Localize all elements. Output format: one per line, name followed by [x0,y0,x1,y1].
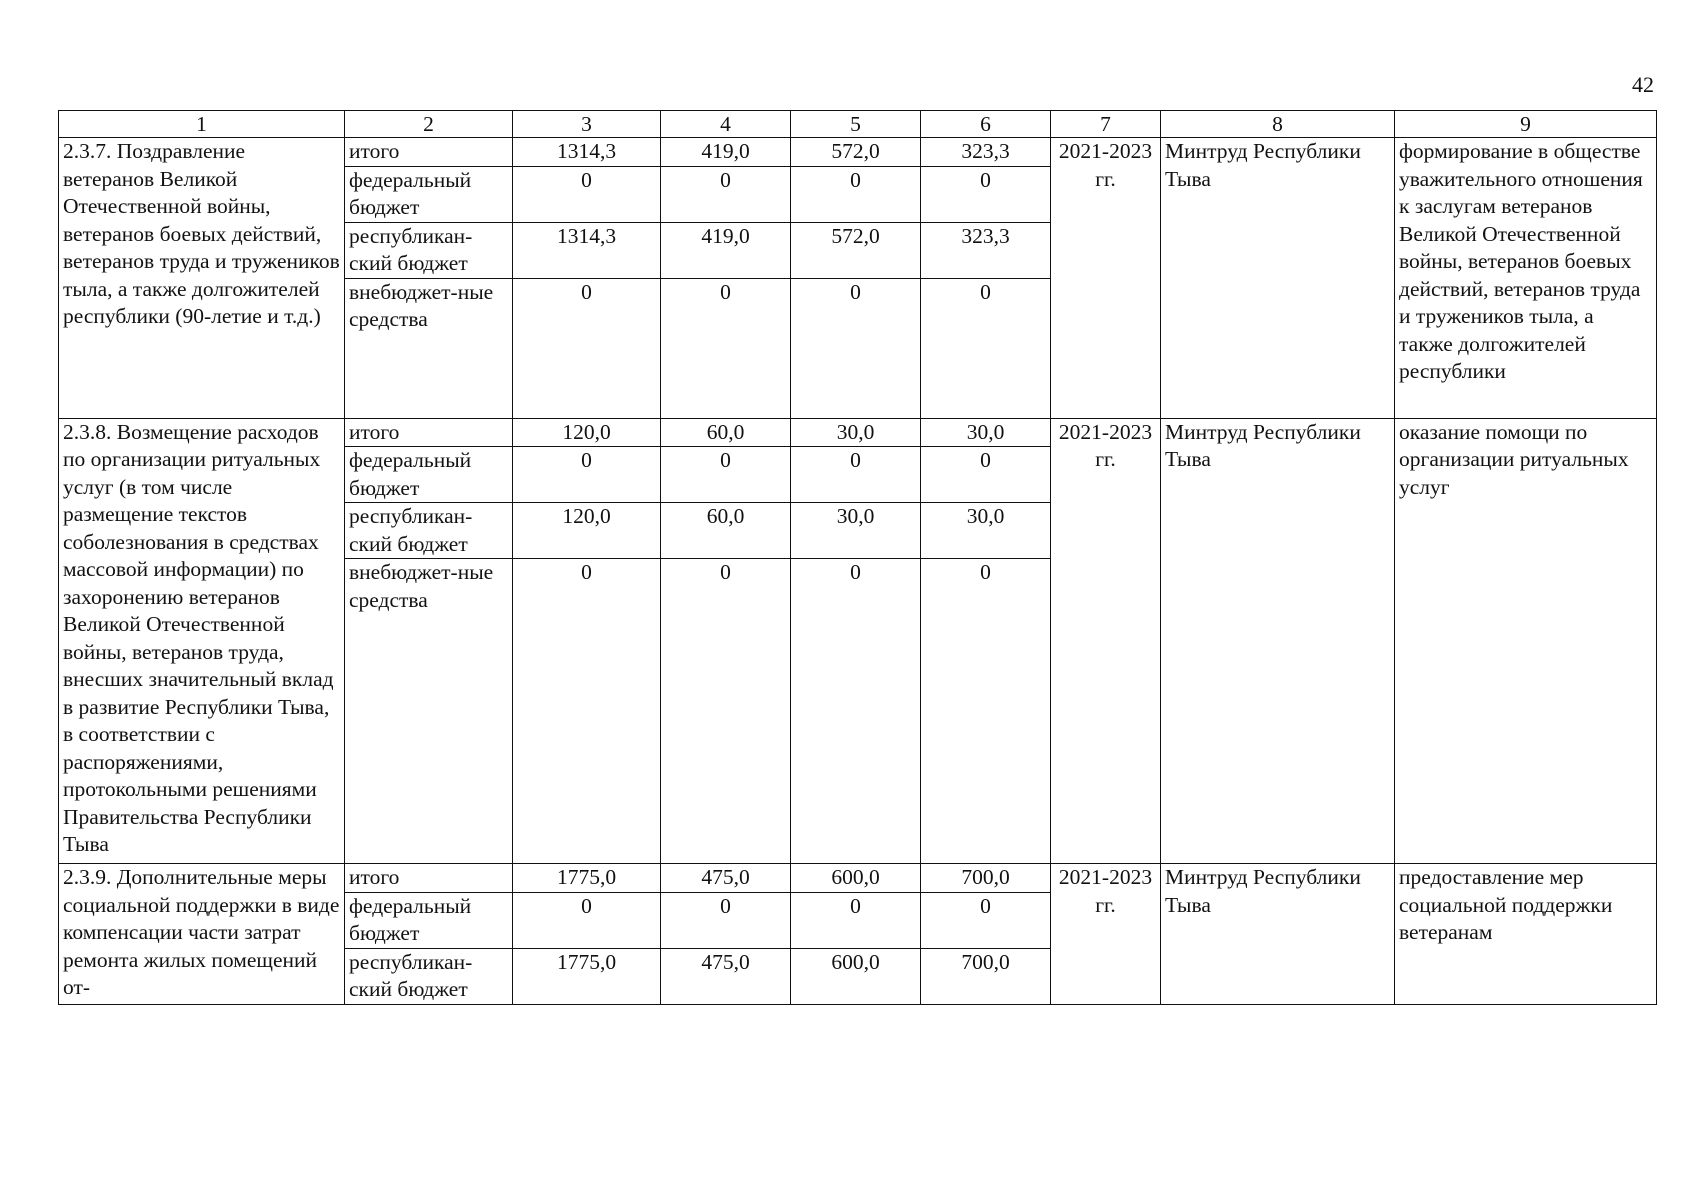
table-row [59,138,1657,167]
result-cell: предоставление мер социальной поддержки ветеранам [1395,864,1657,1005]
value-cell: 1314,3 [513,222,661,278]
header-cell: 3 [513,111,661,138]
period-cell: 2021-2023 гг. [1051,138,1161,419]
source-label: федеральный бюджет [345,892,513,948]
period-cell: 2021-2023 гг. [1051,418,1161,864]
value-cell: 0 [513,278,661,418]
source-label: федеральный бюджет [345,166,513,222]
header-cell: 5 [791,111,921,138]
value-cell: 0 [513,447,661,503]
header-cell: 1 [59,111,345,138]
value-cell: 419,0 [661,222,791,278]
source-label: республикан-ский бюджет [345,503,513,559]
value-cell: 0 [661,892,791,948]
value-cell: 0 [791,166,921,222]
value-cell: 0 [661,166,791,222]
value-cell: 1775,0 [513,864,661,893]
value-cell: 600,0 [791,948,921,1004]
value-cell: 419,0 [661,138,791,167]
header-row [59,111,1657,138]
value-cell: 0 [921,559,1051,864]
value-cell: 0 [791,559,921,864]
result-cell: формирование в обществе уважительного отношения к заслугам ветеранов Великой Отечественной войны, ветеранов боевых действий, ветеранов труда и тружеников тыла, а также долгожителей республики [1395,138,1657,419]
source-label: итого [345,418,513,447]
value-cell: 572,0 [791,222,921,278]
measure-title: 2.3.8. Возмещение расходов по организации ритуальных услуг (в том числе размещение текстов соболезнования в средствах массовой информации) по захоронению ветеранов Великой Отечественной войны, ветеранов труда, внесших значительный вклад в развитие Республики Тыва, в соответствии с распоряжениями, протокольными решениями Правительства Республики Тыва [59,418,345,864]
value-cell: 0 [661,447,791,503]
program-measures-table [58,110,1657,1005]
value-cell: 1775,0 [513,948,661,1004]
executor-cell: Минтруд Республики Тыва [1161,418,1395,864]
value-cell: 0 [791,892,921,948]
source-label: федеральный бюджет [345,447,513,503]
executor-cell: Минтруд Республики Тыва [1161,138,1395,419]
result-cell: оказание помощи по организации ритуальных услуг [1395,418,1657,864]
value-cell: 0 [791,447,921,503]
header-cell: 7 [1051,111,1161,138]
executor-cell: Минтруд Республики Тыва [1161,864,1395,1005]
value-cell: 572,0 [791,138,921,167]
table-row [59,864,1657,893]
value-cell: 120,0 [513,418,661,447]
header-cell: 2 [345,111,513,138]
table-row [59,418,1657,447]
page-number: 42 [1632,72,1654,97]
value-cell: 0 [791,278,921,418]
header-cell: 6 [921,111,1051,138]
header-cell: 8 [1161,111,1395,138]
value-cell: 30,0 [921,418,1051,447]
value-cell: 0 [661,559,791,864]
period-cell: 2021-2023 гг. [1051,864,1161,1005]
source-label: внебюджет-ные средства [345,559,513,864]
value-cell: 1314,3 [513,138,661,167]
value-cell: 60,0 [661,503,791,559]
header-cell: 9 [1395,111,1657,138]
value-cell: 30,0 [791,418,921,447]
value-cell: 700,0 [921,864,1051,893]
value-cell: 475,0 [661,948,791,1004]
value-cell: 700,0 [921,948,1051,1004]
value-cell: 120,0 [513,503,661,559]
value-cell: 0 [921,166,1051,222]
value-cell: 0 [661,278,791,418]
source-label: внебюджет-ные средства [345,278,513,418]
value-cell: 60,0 [661,418,791,447]
measure-title: 2.3.9. Дополнительные меры социальной поддержки в виде компенсации части затрат ремонта жилых помещений от- [59,864,345,1005]
value-cell: 30,0 [791,503,921,559]
header-cell: 4 [661,111,791,138]
source-label: республикан-ский бюджет [345,948,513,1004]
value-cell: 0 [513,892,661,948]
source-label: итого [345,138,513,167]
value-cell: 600,0 [791,864,921,893]
value-cell: 0 [921,447,1051,503]
source-label: республикан-ский бюджет [345,222,513,278]
source-label: итого [345,864,513,893]
value-cell: 475,0 [661,864,791,893]
value-cell: 0 [513,166,661,222]
value-cell: 0 [921,892,1051,948]
value-cell: 323,3 [921,138,1051,167]
measure-title: 2.3.7. Поздравление ветеранов Великой Отечественной войны, ветеранов боевых действий, ветеранов труда и тружеников тыла, а также долгожителей республики (90-летие и т.д.) [59,138,345,419]
value-cell: 0 [513,559,661,864]
value-cell: 0 [921,278,1051,418]
value-cell: 323,3 [921,222,1051,278]
value-cell: 30,0 [921,503,1051,559]
